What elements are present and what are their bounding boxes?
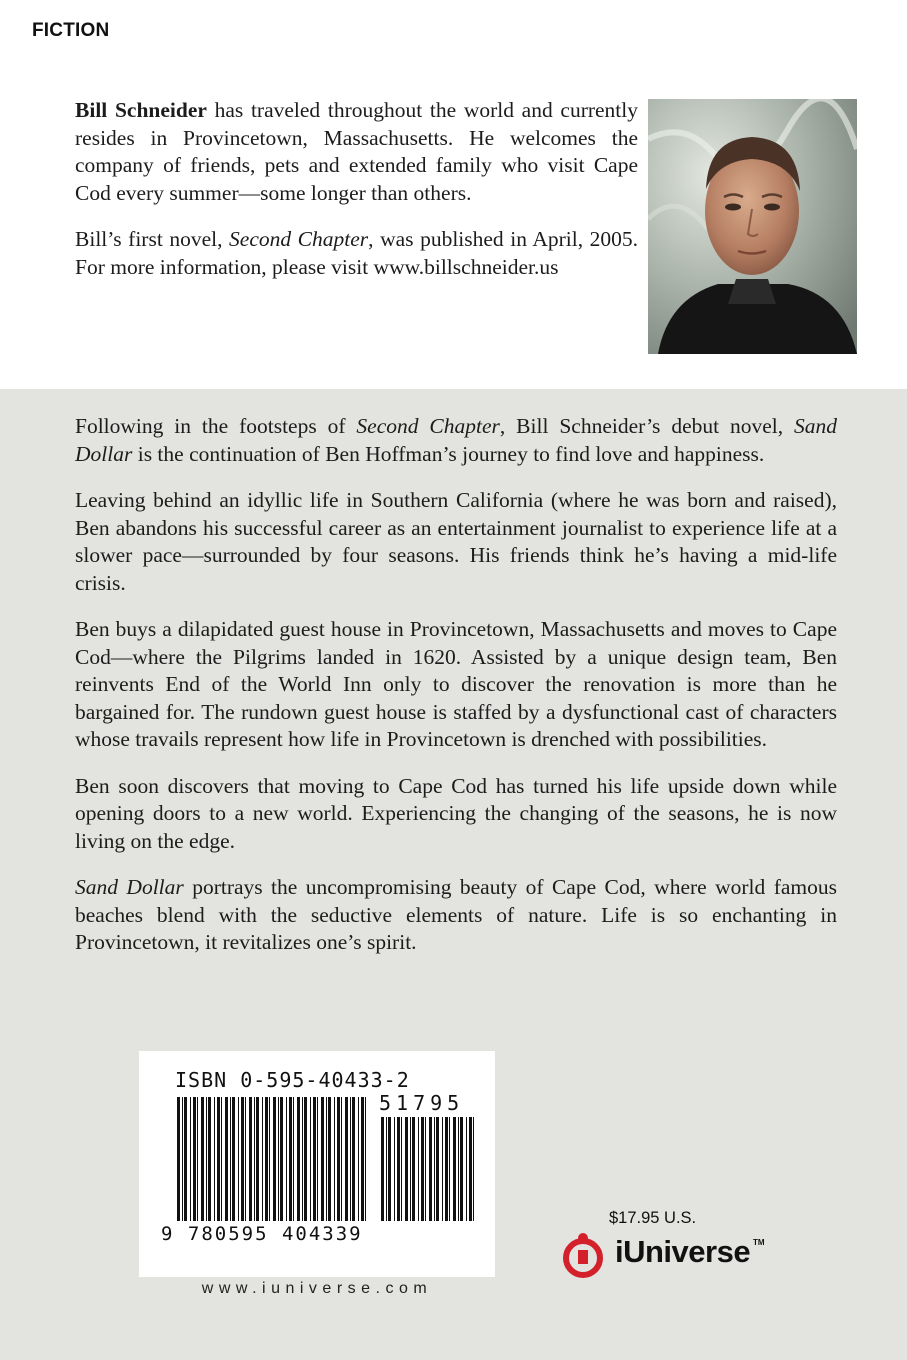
price-label: $17.95 U.S. bbox=[609, 1209, 697, 1227]
barcode-bar bbox=[453, 1117, 456, 1221]
synopsis-paragraph-5: Sand Dollar portrays the uncompromising beauty of Cape Cod, where world famous beaches blend with the seductive elements of nature. Life is so enchanting in Provincetown, it revitalizes one’s spirit. bbox=[75, 875, 837, 954]
barcode-bar bbox=[449, 1117, 450, 1221]
barcode-bar bbox=[394, 1117, 395, 1221]
ean-digits: 9 780595 404339 bbox=[161, 1223, 363, 1245]
barcode-bar bbox=[350, 1097, 351, 1221]
barcode-bar bbox=[412, 1117, 415, 1221]
barcode-bar bbox=[297, 1097, 300, 1221]
barcode-bar bbox=[326, 1097, 327, 1221]
publisher-website: www.iuniverse.com bbox=[201, 1280, 433, 1297]
barcode-bar bbox=[230, 1097, 231, 1221]
author-bio bbox=[75, 97, 638, 300]
barcode-bar bbox=[206, 1097, 207, 1221]
barcode-bar bbox=[197, 1097, 198, 1221]
author-photo bbox=[648, 99, 857, 354]
barcode-bar bbox=[273, 1097, 276, 1221]
barcode-bar bbox=[238, 1097, 239, 1221]
barcode-bar bbox=[337, 1097, 340, 1221]
barcode-bar bbox=[345, 1097, 348, 1221]
barcode-bar bbox=[208, 1097, 211, 1221]
barcode-bar bbox=[425, 1117, 426, 1221]
barcode-bar bbox=[397, 1117, 400, 1221]
barcode-bar bbox=[245, 1097, 246, 1221]
price-code: 51795 bbox=[379, 1091, 465, 1115]
author-name: Bill Schneider bbox=[75, 98, 207, 122]
barcode-bar bbox=[177, 1097, 180, 1221]
barcode-bar bbox=[313, 1097, 316, 1221]
barcode-bar bbox=[458, 1117, 459, 1221]
barcode-bar bbox=[232, 1097, 235, 1221]
barcode-bar bbox=[190, 1097, 191, 1221]
bio-paragraph-1: Bill Schneider has traveled throughout the world and currently resides in Provincetown, Massachusetts. He welcomes the company of friends, pets and extended family who visit Cape Cod every summer—some longer than others. bbox=[75, 98, 639, 205]
barcode-bar bbox=[386, 1117, 387, 1221]
barcode-bar bbox=[214, 1097, 215, 1221]
synopsis-paragraph-4: Ben soon discovers that moving to Cape Cod has turned his life upside down while opening doors to a new world. Experiencing the changing of the seasons, he is now living on the edge. bbox=[75, 773, 837, 853]
barcode-bar bbox=[334, 1097, 335, 1221]
barcode-panel bbox=[139, 1051, 495, 1277]
barcode-bar bbox=[442, 1117, 443, 1221]
isbn-label: ISBN 0-595-40433-2 bbox=[175, 1068, 410, 1092]
barcode-bar bbox=[201, 1097, 204, 1221]
barcode-bar bbox=[460, 1117, 463, 1221]
bio-paragraph-2: Bill’s first novel, Second Chapter, was published in April, 2005. For more information, please visit www.billschneider.us bbox=[75, 227, 639, 279]
trademark-mark: TM bbox=[753, 1238, 765, 1247]
barcode-bar bbox=[193, 1097, 196, 1221]
barcode-bar bbox=[317, 1097, 318, 1221]
barcode-bar bbox=[221, 1097, 222, 1221]
barcode-bar bbox=[466, 1117, 467, 1221]
barcode-bar bbox=[361, 1097, 364, 1221]
barcode-bar bbox=[280, 1097, 283, 1221]
barcode-bar bbox=[182, 1097, 183, 1221]
barcode-bar bbox=[302, 1097, 303, 1221]
barcode-bar bbox=[254, 1097, 255, 1221]
barcode-bar bbox=[225, 1097, 228, 1221]
barcode-bar bbox=[269, 1097, 270, 1221]
genre-label: FICTION bbox=[32, 20, 110, 41]
barcode-bar bbox=[278, 1097, 279, 1221]
barcode-bar bbox=[445, 1117, 448, 1221]
barcode-bar bbox=[365, 1097, 366, 1221]
barcode-bar bbox=[241, 1097, 244, 1221]
barcode-bar bbox=[410, 1117, 411, 1221]
barcode-bar bbox=[469, 1117, 472, 1221]
barcode-bar bbox=[429, 1117, 432, 1221]
barcode-bar bbox=[184, 1097, 187, 1221]
barcode-bar bbox=[289, 1097, 292, 1221]
barcode-bar bbox=[328, 1097, 331, 1221]
iuniverse-logo-icon bbox=[563, 1230, 607, 1282]
barcode-bar bbox=[358, 1097, 359, 1221]
author-portrait-image bbox=[648, 99, 857, 354]
barcode-bar bbox=[249, 1097, 252, 1221]
barcode-bar bbox=[418, 1117, 419, 1221]
barcode-bar bbox=[286, 1097, 287, 1221]
barcode-bar bbox=[217, 1097, 220, 1221]
barcode-bar bbox=[262, 1097, 263, 1221]
barcode-bar bbox=[352, 1097, 355, 1221]
barcode-bar bbox=[421, 1117, 424, 1221]
barcode-bar bbox=[265, 1097, 268, 1221]
barcode-bar bbox=[388, 1117, 391, 1221]
synopsis-paragraph-3: Ben buys a dilapidated guest house in Provincetown, Massachusetts and moves to Cape Cod—where the Pilgrims landed in 1620. Assisted by a unique design team, Ben reinvents End of the World Inn only to discover the renovation is more than he bargained for. The rundown guest house is staffed by a dysfunctional cast of characters whose travails represent how life in Provincetown is drenched with possibilities. bbox=[75, 617, 837, 751]
barcode-bar bbox=[310, 1097, 311, 1221]
publisher-name: iUniverse bbox=[615, 1234, 751, 1269]
barcode-bar bbox=[401, 1117, 402, 1221]
barcode-bar bbox=[436, 1117, 439, 1221]
synopsis-paragraph-1: Following in the footsteps of Second Chapter, Bill Schneider’s debut novel, Sand Dollar is the continuation of Ben Hoffman’s journey to find love and happiness. bbox=[75, 414, 838, 466]
barcode-bar bbox=[293, 1097, 294, 1221]
barcode-bar bbox=[321, 1097, 324, 1221]
barcode-bar bbox=[304, 1097, 307, 1221]
barcode-bar bbox=[341, 1097, 342, 1221]
barcode-bar bbox=[405, 1117, 408, 1221]
synopsis bbox=[75, 413, 837, 976]
barcode-bar bbox=[473, 1117, 474, 1221]
synopsis-paragraph-2: Leaving behind an idyllic life in Southern California (where he was born and raised), Ben abandons his successful career as an entertainment journalist to experience life at a slower pace—surrounded by four seasons. His friends think he’s having a mid-life crisis. bbox=[75, 488, 837, 595]
barcode-bar bbox=[434, 1117, 435, 1221]
barcode-bar bbox=[381, 1117, 384, 1221]
publisher-logo bbox=[563, 1228, 783, 1284]
barcode-bar bbox=[256, 1097, 259, 1221]
